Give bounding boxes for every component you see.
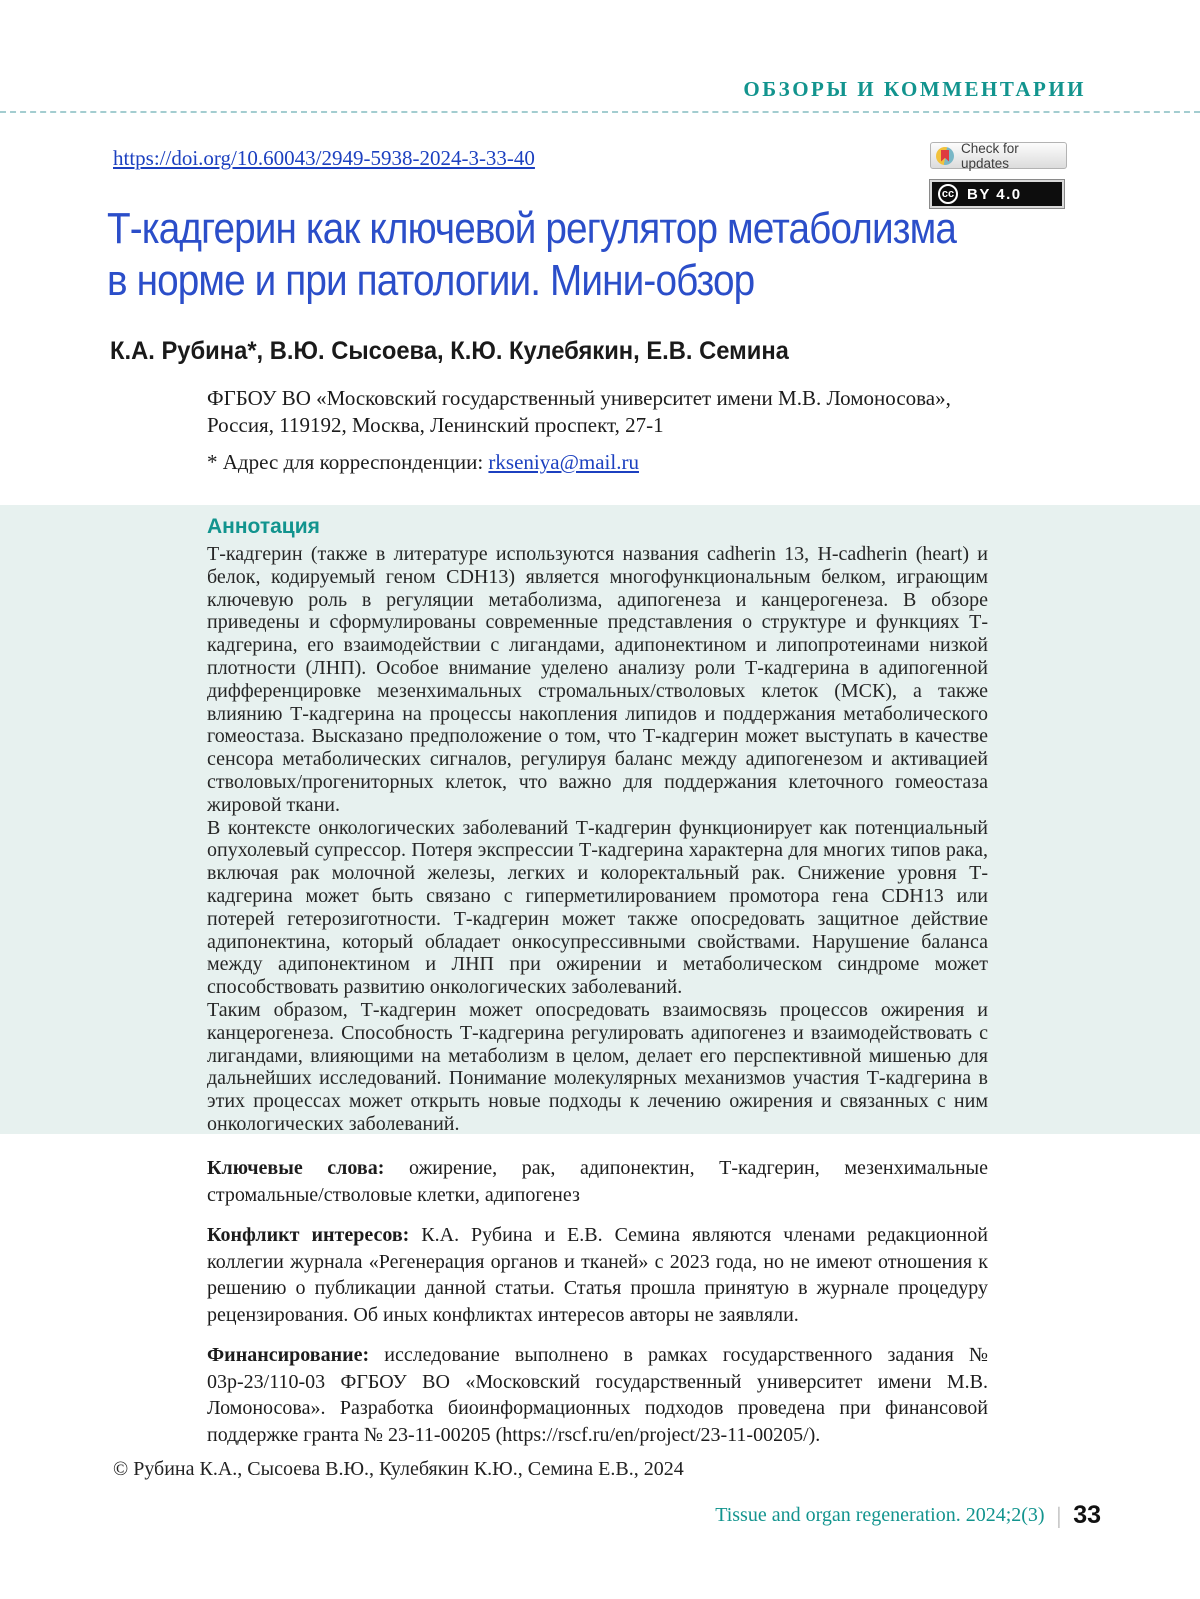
keywords-label: Ключевые слова: bbox=[207, 1157, 385, 1179]
section-heading: ОБЗОРЫ И КОММЕНТАРИИ bbox=[743, 77, 1086, 101]
keywords-text: ожирение, рак, адипонектин, Т-кадгерин, мезенхимальные стромальные/стволовые клетки, адипогенез bbox=[207, 1157, 988, 1206]
abstract-paragraph-2: В контексте онкологических заболеваний Т-кадгерин функционирует как потенциальный опухолевый супрессор. Потеря экспрессии Т-кадгерина характерна для многих типов рака, включая рак молочной железы, легких и колоректальный рак. Снижение уровня Т-кадгерина может быть связано с гиперметилированием промотора гена CDH13 или потерей гетерозиготности. Т-кадгерин может также опосредовать защитное действие адипонектина, который обладает онкосупрессивными свойствами. Нарушение баланса между адипонектином и ЛНП при ожирении и метаболическом синдроме может способствовать развитию онкологических заболеваний. bbox=[207, 816, 988, 999]
abstract-paragraph-1: Т-кадгерин (также в литературе используются названия cadherin 13, H-cadherin (heart) и белок, кодируемый геном CDH13) является многофункциональным белком, играющим ключевую роль в регуляции метаболизма, адипогенеза и канцерогенеза. В обзоре приведены и сформулированы современные представления о структуре и функциях Т-кадгерина, его взаимодействии с лигандами, адипонектином и липопротеинами низкой плотности (ЛНП). Особое внимание уделено анализу роли Т-кадгерина в адипогенной дифференцировке мезенхимальных стромальных/стволовых клеток (МСК), а также влиянию Т-кадгерина на процессы накопления липидов и поддержания метаболического гомеостаза. Высказано предположение о том, что Т-кадгерин может выступать в качестве сенсора метаболических сигналов, регулируя баланс между адипогенезом и активацией стволовых/прогениторных клеток, что важно для поддержания клеточного гомеостаза жировой ткани. bbox=[207, 543, 988, 816]
check-for-updates-label: Check for updates bbox=[961, 140, 1019, 171]
keywords-block bbox=[207, 1155, 988, 1208]
check-for-updates-badge[interactable] bbox=[930, 142, 1067, 169]
funding-text: исследование выполнено в рамках государственного задания № 03р-23/110-03 ФГБОУ ВО «Московский государственный университет имени М.В. Ломоносова». Разработка биоинформационных подходов проведена при финансовой поддержке гранта № 23-11-00205 (https://rscf.ru/en/project/23-11-00205/). bbox=[207, 1344, 989, 1446]
funding-label: Финансирование: bbox=[207, 1344, 370, 1366]
header-divider bbox=[0, 111, 1200, 113]
metadata-column bbox=[207, 1155, 988, 1462]
doi-link[interactable]: https://doi.org/10.60043/2949-5938-2024-3-33-40 bbox=[113, 146, 535, 170]
funding-block bbox=[207, 1342, 988, 1448]
page-footer bbox=[715, 1501, 1101, 1530]
correspondence-email-link[interactable]: rkseniya@mail.ru bbox=[488, 450, 639, 474]
abstract-section bbox=[0, 505, 1200, 1134]
correspondence-label: * Адрес для корреспонденции: bbox=[207, 450, 484, 474]
footer-separator: | bbox=[1056, 1502, 1062, 1528]
conflict-of-interest-block bbox=[207, 1222, 988, 1328]
crossmark-icon bbox=[936, 147, 954, 165]
article-title bbox=[107, 203, 956, 307]
abstract-heading: Аннотация bbox=[207, 515, 320, 538]
affiliation-line2: Россия, 119192, Москва, Ленинский проспект, 27-1 bbox=[207, 413, 664, 437]
copyright-line: © Рубина К.А., Сысоева В.Ю., Кулебякин К.Ю., Семина Е.В., 2024 bbox=[113, 1458, 684, 1480]
badge-stack bbox=[930, 142, 1067, 208]
conflict-label: Конфликт интересов: bbox=[207, 1224, 410, 1246]
affiliation bbox=[207, 385, 951, 439]
journal-citation: Tissue and organ regeneration. 2024;2(3) bbox=[715, 1504, 1045, 1526]
abstract-paragraph-3: Таким образом, Т-кадгерин может опосредовать взаимосвязь процессов ожирения и канцерогенеза. Способность Т-кадгерина регулировать адипогенез и взаимодействовать с лигандами, влияющими на метаболизм в целом, делает его перспективной мишенью для дальнейших исследований. Понимание молекулярных механизмов участия Т-кадгерина в этих процессах может открыть новые подходы к лечению ожирения и связанных с ним онкологических заболеваний. bbox=[207, 998, 988, 1135]
article-title-line1: Т-кадгерин как ключевой регулятор метаболизма bbox=[107, 204, 956, 253]
creative-commons-icon: cc bbox=[938, 184, 958, 204]
correspondence-line bbox=[207, 450, 639, 475]
bookmark-icon bbox=[941, 150, 949, 162]
page-number: 33 bbox=[1073, 1501, 1101, 1529]
article-title-line2: в норме и при патологии. Мини-обзор bbox=[107, 256, 755, 305]
affiliation-line1: ФГБОУ ВО «Московский государственный университет имени М.В. Ломоносова», bbox=[207, 386, 951, 410]
authors-line: К.А. Рубина*, В.Ю. Сысоева, К.Ю. Кулебякин, Е.В. Семина bbox=[110, 337, 789, 365]
cc-license-label: BY 4.0 bbox=[967, 185, 1022, 203]
conflict-text: К.А. Рубина и Е.В. Семина являются членами редакционной коллегии журнала «Регенерация органов и тканей» с 2023 года, но не имеют отношения к решению о публикации данной статьи. Статья прошла принятую в журнале процедуру рецензирования. Об иных конфликтах интересов авторы не заявляли. bbox=[207, 1224, 989, 1326]
